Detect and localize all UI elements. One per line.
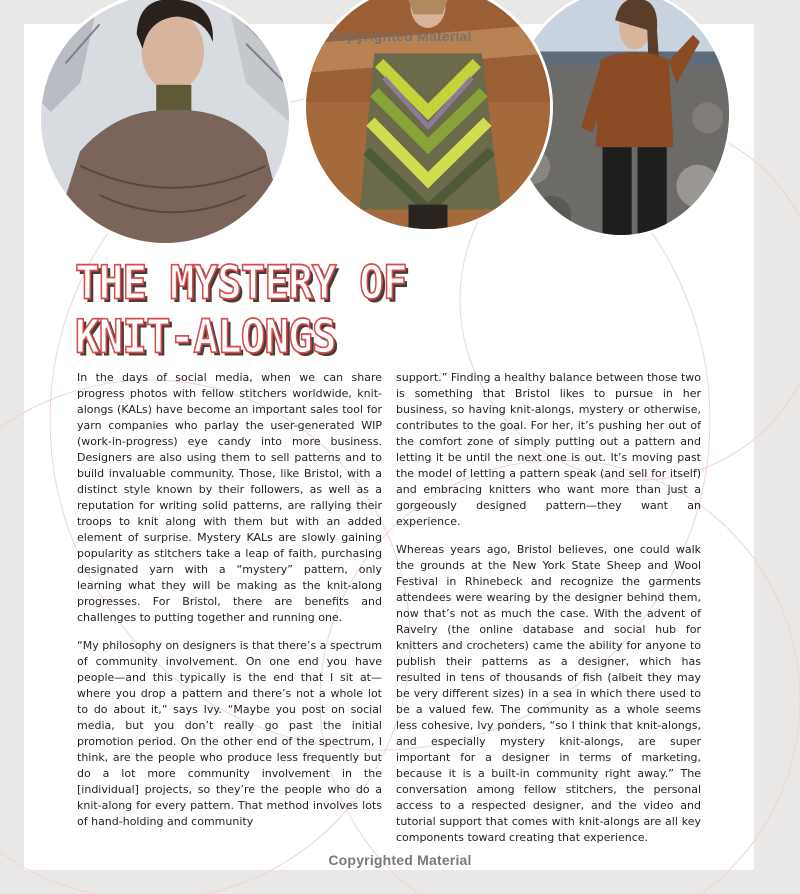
article-title-line-2: KNIT-ALONGS — [75, 309, 336, 364]
article-title-line-1: THE MYSTERY OF — [75, 256, 407, 310]
paragraph: Whereas years ago, Bristol believes, one could walk the grounds at the New York State Sheep and Wool Festival in Rhinebeck and recognize the garments attendees were wearing by the designer behind them, now that’s not as much the case. With the advent of Ravelry (the online database and social hub for knitters and crocheters) came the ability for anyone to publish their patterns as a designer, which has resulted in tens of thousands of fish (albeit they may be very different sizes) in a sea in which there used to be a valued few. The community as a whole seems less cohesive, Ivy ponders, “so I think that knit-alongs, and especially mystery knit-alongs, are super important for a designer in terms of marketing, because it is a built-in community right away.” The conversation among fellow stitchers, the personal access to a respected designer, and the video and tutorial support that comes with knit-alongs are all key components toward creating that experience. — [396, 543, 701, 844]
copyright-watermark-top: Copyrighted Material — [328, 28, 472, 44]
copyright-watermark-bottom: Copyrighted Material — [328, 852, 472, 868]
body-column-right — [396, 370, 701, 858]
paragraph: “My philosophy on designers is that there’s a spectrum of community involvement. On one end you have people—and this typically is the end that I sit at—where you drop a pattern and there’s not a whole lot to do about it,” says Ivy. “Maybe you post on social media, but you don’t really go past the initial promotion period. On the other end of the spectrum, I think, are the people who produce less frequently but do a lot more community involvement in the [individual] projects, so they’re the people who do a knit-along for every pattern. That method involves lots of hand-holding and community — [77, 639, 382, 828]
paragraph: In the days of social media, when we can share progress photos with fellow stitchers worldwide, knit-alongs (KALs) have become an important sales tool for yarn companies who parlay the user-generated WIP (work-in-progress) eye candy into more business. Designers are also using them to sell patterns and to build invaluable community. Those, like Bristol, with a distinct style known by their followers, as well as a reputation for writing solid patterns, are rallying their troops to knit along with them but with an added element of surprise. Mystery KALs are slowly gaining popularity as stitchers take a leap of faith, purchasing designated yarn with a “mystery” pattern, only learning what they will be making as the knit-along progresses. For Bristol, there are benefits and challenges to putting together and running one. — [77, 371, 382, 624]
body-column-left — [77, 370, 382, 842]
article-title — [75, 256, 407, 364]
paragraph: support.” Finding a healthy balance between those two is something that Bristol likes to pursue in her business, so having knit-alongs, mystery or otherwise, contributes to the goal. For her, it’s pushing her out of the comfort zone of simply putting out a pattern and letting it be until the next one is out. It’s moving past the model of letting a pattern speak (and sell for itself) and embracing knitters who want more than just a gorgeously designed pattern—they want an experience. — [396, 371, 701, 528]
